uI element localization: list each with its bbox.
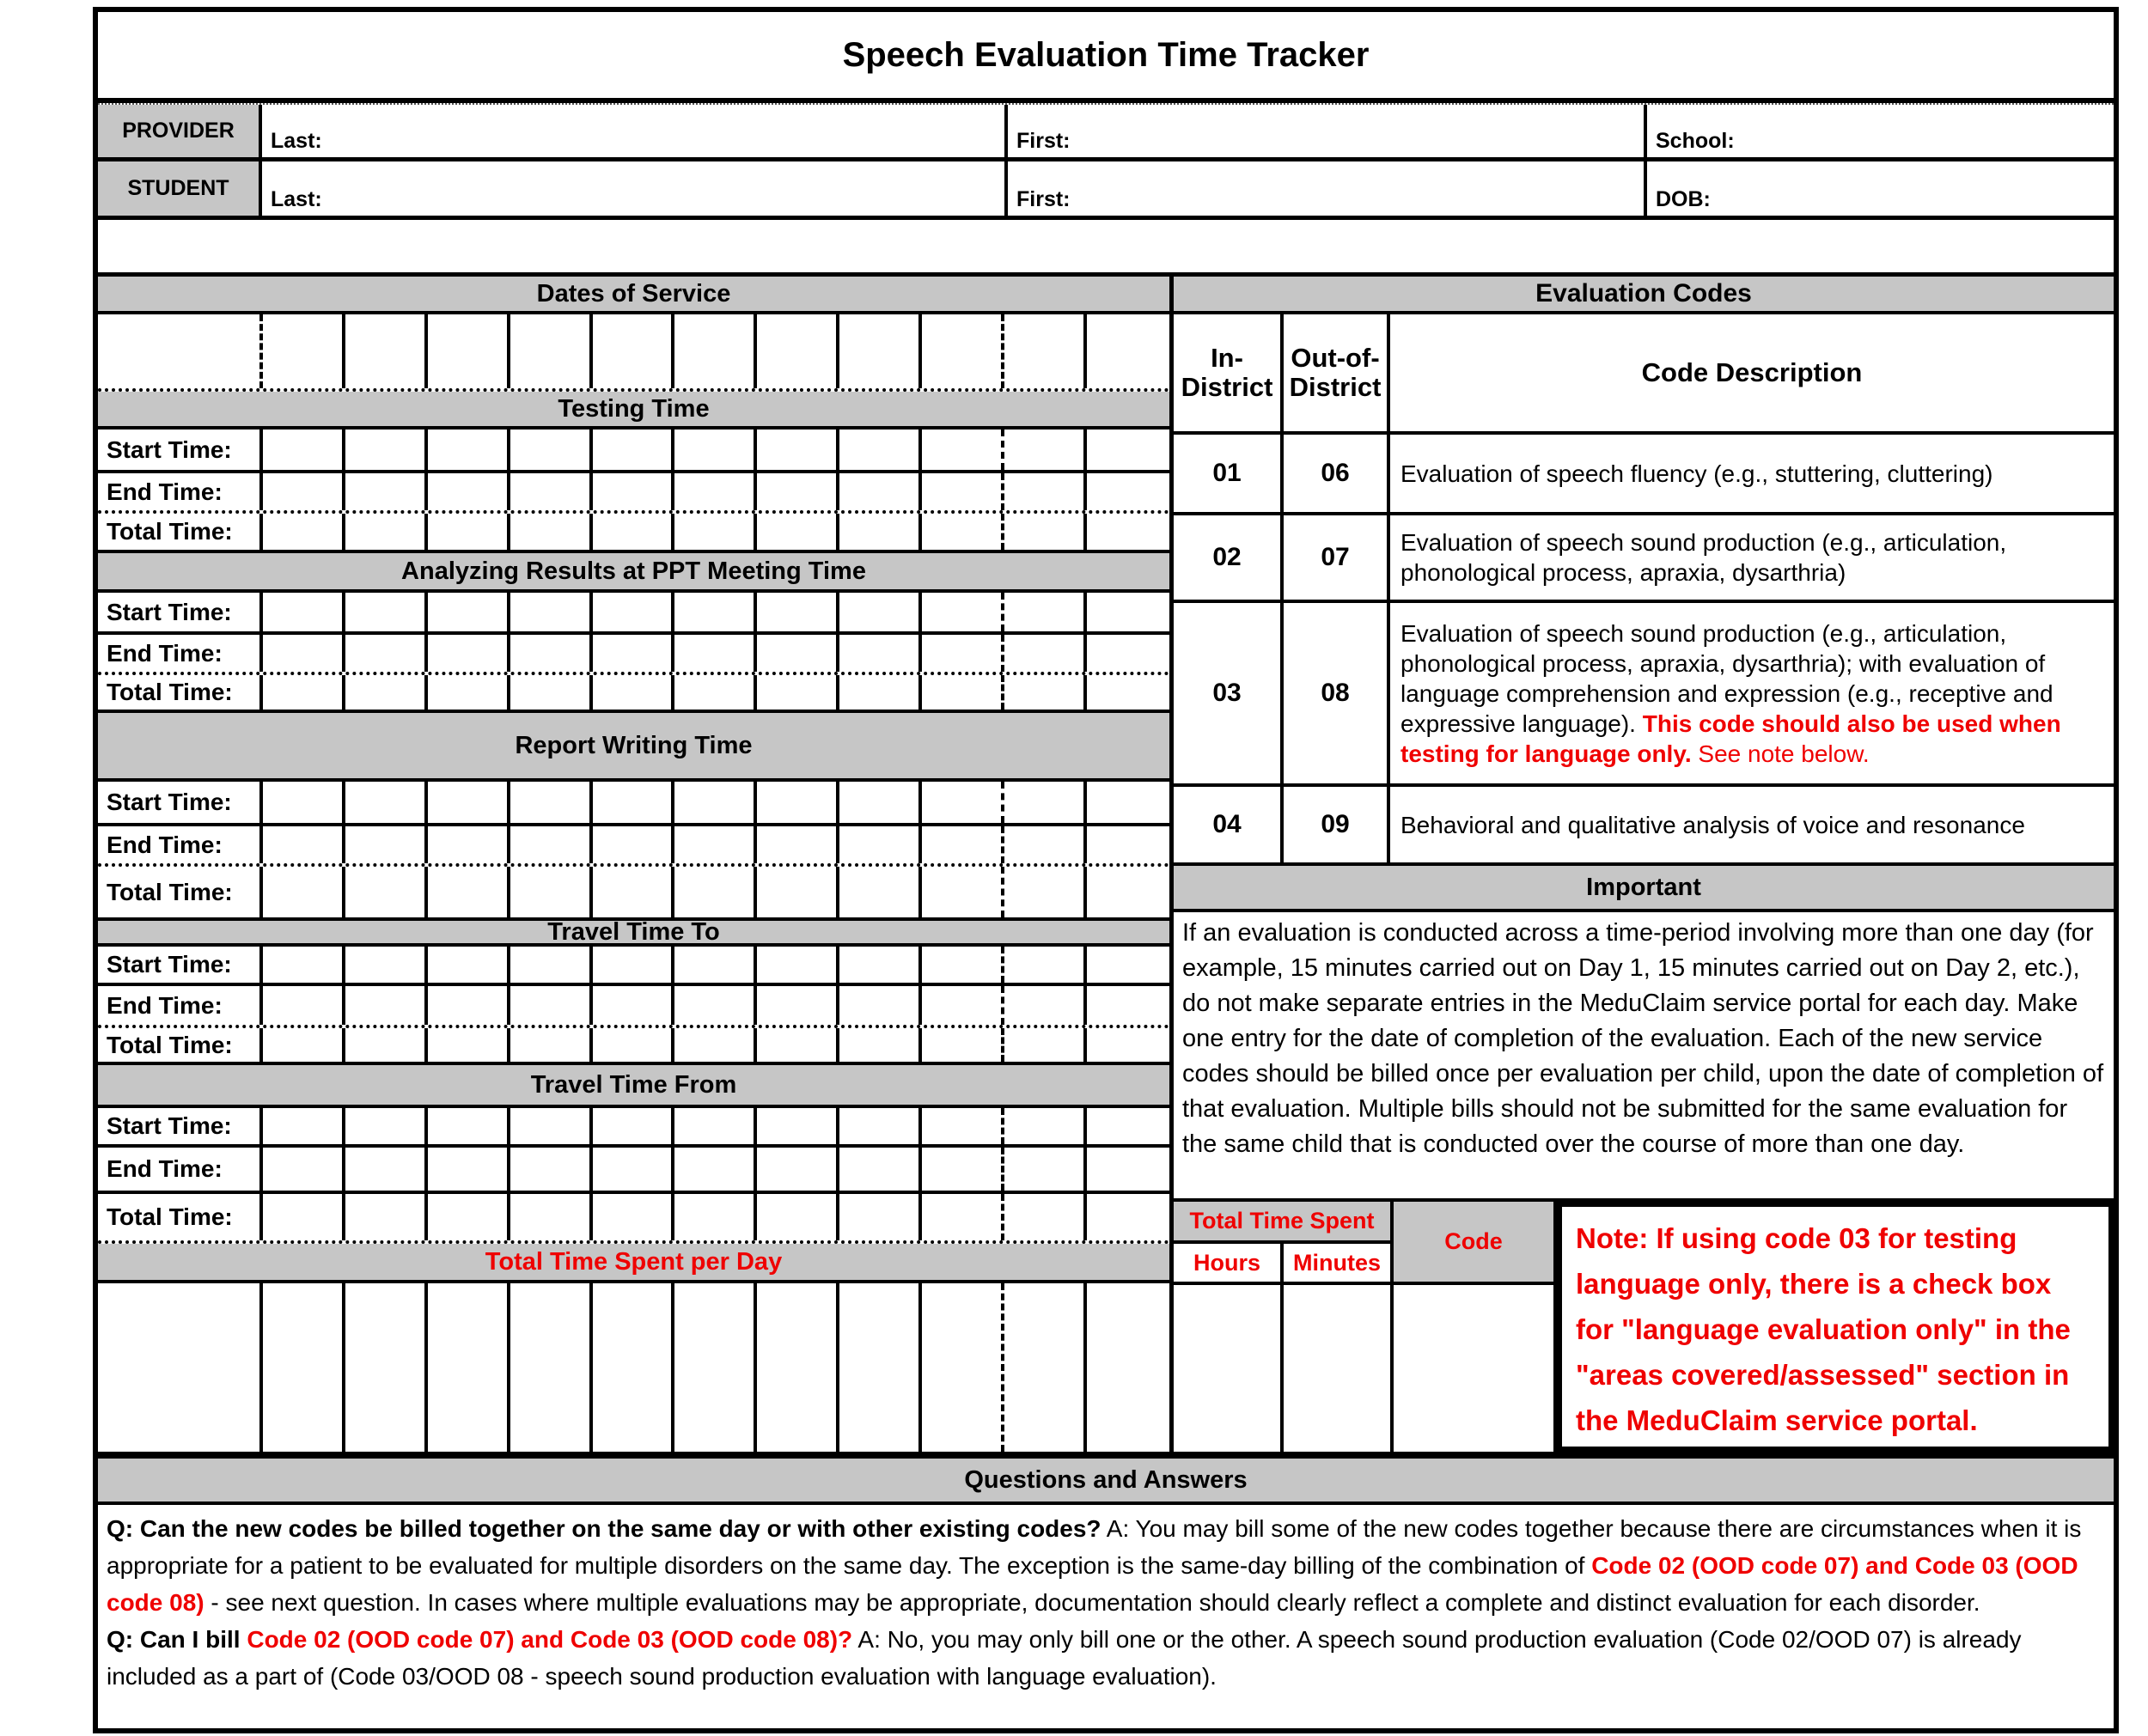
code-description-text: Evaluation of speech sound production (e.g., articulation, phonological process, apraxia, dysarthria); with evaluation of language comprehension and expression (e.g., receptive and expressive language). This code should also be used when testing for language only. See note below. [1400, 619, 2061, 767]
analyzing-total-row [98, 675, 1169, 713]
day-cell[interactable] [757, 782, 839, 823]
day-cell[interactable] [263, 314, 345, 388]
out-of-district-code: 06 [1284, 435, 1390, 512]
day-cell[interactable] [757, 514, 839, 550]
row-label: End Time: [98, 473, 263, 510]
day-cell[interactable] [757, 986, 839, 1025]
analyzing-start-row [98, 593, 1169, 635]
report-total-row [98, 867, 1169, 921]
row-label: Start Time: [98, 1108, 263, 1144]
day-cell[interactable] [428, 1028, 510, 1062]
student-dob-field[interactable]: DOB: [1656, 187, 1711, 211]
student-row [98, 161, 2114, 220]
day-cell[interactable] [510, 947, 593, 983]
day-cell[interactable] [510, 826, 593, 863]
day-cell[interactable] [1004, 429, 1087, 470]
day-cell[interactable] [345, 947, 428, 983]
day-cell[interactable] [428, 473, 510, 510]
day-cell[interactable] [345, 473, 428, 510]
day-cell[interactable] [345, 429, 428, 470]
day-cell[interactable] [345, 675, 428, 710]
total-time-spent-columns [1174, 1202, 1394, 1452]
day-cell[interactable] [593, 986, 675, 1025]
code-description [1390, 603, 2114, 783]
main-area [98, 277, 2114, 1452]
out-of-district-code: 09 [1284, 787, 1390, 862]
total-time-spent-header: Total Time Spent [1174, 1202, 1394, 1244]
day-cell[interactable] [1087, 1108, 1169, 1144]
day-cell[interactable] [510, 986, 593, 1025]
code-description [1390, 787, 2114, 862]
col-header-code-description: Code Description [1641, 357, 1863, 387]
day-cell[interactable] [1004, 1283, 1087, 1452]
day-cell[interactable] [510, 782, 593, 823]
day-cell[interactable] [345, 314, 428, 388]
day-cell[interactable] [345, 635, 428, 672]
day-cell[interactable] [593, 473, 675, 510]
code-description-text: Evaluation of speech fluency (e.g., stuttering, cluttering) [1400, 460, 1993, 487]
day-cell[interactable] [1087, 514, 1169, 550]
in-district-code: 01 [1174, 435, 1284, 512]
day-cell[interactable] [1087, 1194, 1169, 1240]
provider-label: PROVIDER [98, 105, 262, 157]
student-first-field[interactable]: First: [1008, 161, 1647, 216]
day-cell[interactable] [345, 867, 428, 917]
in-district-code: 02 [1174, 515, 1284, 600]
row-label: Total Time: [98, 1028, 263, 1062]
day-cell[interactable] [428, 867, 510, 917]
day-cell[interactable] [263, 514, 345, 550]
student-label: STUDENT [98, 161, 262, 216]
day-cell[interactable] [922, 514, 1004, 550]
day-cell[interactable] [922, 675, 1004, 710]
day-cell[interactable] [593, 1108, 675, 1144]
row-label: Total Time: [98, 867, 263, 917]
hours-header: Hours [1174, 1244, 1284, 1282]
day-cell[interactable] [757, 826, 839, 863]
day-cell[interactable] [839, 1148, 922, 1191]
eval-code-row-01 [1174, 435, 2114, 515]
day-cell[interactable] [1004, 986, 1087, 1025]
day-cell[interactable] [345, 826, 428, 863]
day-cell[interactable] [1087, 675, 1169, 710]
day-cell[interactable] [263, 782, 345, 823]
time-tracking-grid [98, 277, 1174, 1452]
row-label: End Time: [98, 826, 263, 863]
testing-total-row [98, 514, 1169, 553]
day-cell[interactable] [510, 1148, 593, 1191]
day-cell[interactable] [922, 782, 1004, 823]
day-cell[interactable] [428, 782, 510, 823]
day-cell[interactable] [674, 1194, 757, 1240]
day-cell[interactable] [674, 986, 757, 1025]
out-of-district-code: 07 [1284, 515, 1390, 600]
day-cell[interactable] [674, 782, 757, 823]
day-cell[interactable] [674, 314, 757, 388]
code-description-text: Behavioral and qualitative analysis of voice and resonance [1400, 811, 2025, 838]
day-cell[interactable] [674, 826, 757, 863]
day-cell[interactable] [263, 429, 345, 470]
day-cell[interactable] [510, 593, 593, 631]
day-cell[interactable] [428, 593, 510, 631]
day-cell[interactable] [1087, 429, 1169, 470]
in-district-code: 03 [1174, 603, 1284, 783]
code-description [1390, 435, 2114, 512]
day-cell[interactable] [510, 314, 593, 388]
day-cell[interactable] [922, 826, 1004, 863]
day-cell[interactable] [674, 947, 757, 983]
day-cell[interactable] [428, 1283, 510, 1452]
day-cell[interactable] [593, 782, 675, 823]
travel-from-total-row [98, 1194, 1169, 1244]
evaluation-codes-panel [1174, 277, 2114, 1452]
form-sheet [93, 7, 2119, 1733]
day-cell[interactable] [1087, 947, 1169, 983]
day-cell[interactable] [593, 1283, 675, 1452]
row-label: Start Time: [98, 782, 263, 823]
day-cell[interactable] [922, 1283, 1004, 1452]
day-cell[interactable] [839, 473, 922, 510]
important-header: Important [1174, 866, 2114, 912]
day-cell[interactable] [839, 429, 922, 470]
day-cell[interactable] [428, 826, 510, 863]
testing-start-row [98, 429, 1169, 473]
day-cell[interactable] [263, 1108, 345, 1144]
day-cell[interactable] [757, 635, 839, 672]
day-cell[interactable] [922, 1148, 1004, 1191]
day-cell[interactable] [263, 1148, 345, 1191]
day-cell[interactable] [593, 429, 675, 470]
day-cell[interactable] [1004, 1148, 1087, 1191]
row-label: Start Time: [98, 593, 263, 631]
day-cell[interactable] [839, 782, 922, 823]
day-cell[interactable] [510, 1108, 593, 1144]
day-cell[interactable] [510, 1283, 593, 1452]
day-cell[interactable] [757, 1148, 839, 1191]
day-cell[interactable] [674, 675, 757, 710]
day-cell[interactable] [345, 1283, 428, 1452]
day-cell[interactable] [428, 514, 510, 550]
day-cell[interactable] [593, 514, 675, 550]
hours-minutes-header-row [1174, 1244, 1394, 1285]
total-time-per-day-header: Total Time Spent per Day [98, 1244, 1169, 1283]
col-header-in-district: In-District [1174, 314, 1284, 431]
code-entry-cell[interactable] [1394, 1285, 1553, 1452]
day-cell[interactable] [757, 314, 839, 388]
day-cell[interactable] [263, 867, 345, 917]
report-end-row [98, 826, 1169, 867]
day-cell[interactable] [345, 1028, 428, 1062]
code-description [1390, 515, 2114, 600]
row-label: Start Time: [98, 429, 263, 470]
day-cell[interactable] [674, 635, 757, 672]
row-label: Total Time: [98, 1194, 263, 1240]
provider-row [98, 103, 2114, 161]
day-cell[interactable] [1004, 947, 1087, 983]
day-cell[interactable] [922, 1194, 1004, 1240]
total-row-label-blank [98, 1283, 263, 1452]
day-cell[interactable] [593, 1148, 675, 1191]
eval-code-row-04 [1174, 787, 2114, 866]
day-cell[interactable] [1004, 867, 1087, 917]
day-cell[interactable] [263, 635, 345, 672]
day-cell[interactable] [263, 1194, 345, 1240]
section-header-report-writing: Report Writing Time [98, 713, 1169, 782]
dates-row [98, 314, 1169, 392]
day-cell[interactable] [1004, 514, 1087, 550]
qa-question-1: Q: Can the new codes be billed together on the same day or with other existing codes? A: You may bill some of the new codes together because there are circumstances when it is appropriate for a patient to be evaluated for multiple disorders on the same day. The exception is the same-day billing of the combination of Code 02 (OOD code 07) and Code 03 (OOD code 08) - see next question. In cases where multiple evaluations may be appropriate, documentation should clearly reflect a complete and distinct evaluation for each disorder. [107, 1515, 2082, 1616]
day-cell[interactable] [345, 986, 428, 1025]
dates-of-service-header: Dates of Service [98, 277, 1169, 314]
day-cell[interactable] [757, 473, 839, 510]
day-cell[interactable] [1004, 826, 1087, 863]
day-cell[interactable] [263, 675, 345, 710]
day-cell[interactable] [674, 1283, 757, 1452]
day-cell[interactable] [428, 314, 510, 388]
eval-code-row-02 [1174, 515, 2114, 603]
day-cell[interactable] [593, 635, 675, 672]
day-cell[interactable] [1004, 1028, 1087, 1062]
day-cell[interactable] [345, 593, 428, 631]
day-cell[interactable] [674, 867, 757, 917]
code-column [1394, 1202, 1557, 1452]
row-label: Total Time: [98, 675, 263, 710]
provider-school-field[interactable]: School: [1656, 129, 1735, 153]
day-cell[interactable] [757, 675, 839, 710]
day-cell[interactable] [1087, 986, 1169, 1025]
day-cell[interactable] [1087, 1283, 1169, 1452]
day-cell[interactable] [428, 675, 510, 710]
day-cell[interactable] [1004, 782, 1087, 823]
important-text: If an evaluation is conducted across a time-period involving more than one day (for example, 15 minutes carried out on Day 1, 15 minutes carried out on Day 2, etc.), do not make separate entries in the MeduClaim service portal for each day. Make one entry for the date of completion of the evaluation. Each of the new service codes should be billed once per evaluation per child, upon the date of completion of that evaluation. Multiple bills should not be submitted for the same evaluation for the same child that is conducted over the course of more than one day. [1174, 912, 2114, 1202]
day-cell[interactable] [263, 593, 345, 631]
student-last-field[interactable]: Last: [262, 161, 1008, 216]
day-cell[interactable] [1087, 867, 1169, 917]
day-cell[interactable] [593, 593, 675, 631]
total-time-per-day-row [98, 1283, 1169, 1452]
travel-from-start-row [98, 1108, 1169, 1148]
evaluation-codes-column-headers [1174, 314, 2114, 435]
day-cell[interactable] [839, 1108, 922, 1144]
section-header-testing-time: Testing Time [98, 392, 1169, 429]
day-cell[interactable] [757, 593, 839, 631]
day-cell[interactable] [263, 1028, 345, 1062]
section-header-analyzing-results: Analyzing Results at PPT Meeting Time [98, 553, 1169, 593]
day-cell[interactable] [1087, 1148, 1169, 1191]
day-cell[interactable] [593, 675, 675, 710]
day-cell[interactable] [1004, 675, 1087, 710]
row-label: End Time: [98, 635, 263, 672]
travel-from-end-row [98, 1148, 1169, 1194]
day-cell[interactable] [839, 947, 922, 983]
day-cell[interactable] [510, 675, 593, 710]
day-cell[interactable] [922, 986, 1004, 1025]
day-cell[interactable] [1087, 635, 1169, 672]
day-cell[interactable] [922, 867, 1004, 917]
hours-entry-cell[interactable] [1174, 1285, 1284, 1452]
row-label: End Time: [98, 986, 263, 1025]
day-cell[interactable] [263, 947, 345, 983]
questions-answers-header: Questions and Answers [98, 1452, 2114, 1505]
day-cell[interactable] [839, 826, 922, 863]
day-cell[interactable] [428, 635, 510, 672]
day-cell[interactable] [1004, 314, 1087, 388]
day-cell[interactable] [757, 1108, 839, 1144]
day-cell[interactable] [839, 1283, 922, 1452]
day-cell[interactable] [674, 429, 757, 470]
day-cell[interactable] [839, 314, 922, 388]
evaluation-codes-header: Evaluation Codes [1174, 277, 2114, 314]
row-label: Start Time: [98, 947, 263, 983]
day-cell[interactable] [428, 429, 510, 470]
day-cell[interactable] [839, 986, 922, 1025]
day-cell[interactable] [1087, 782, 1169, 823]
col-header-out-of-district: Out-of-District [1284, 314, 1390, 431]
provider-first-field[interactable]: First: [1008, 105, 1647, 157]
report-start-row [98, 782, 1169, 826]
day-cell[interactable] [593, 314, 675, 388]
day-cell[interactable] [674, 593, 757, 631]
day-cell[interactable] [922, 1108, 1004, 1144]
day-cell[interactable] [1004, 1194, 1087, 1240]
out-of-district-code: 08 [1284, 603, 1390, 783]
day-cell[interactable] [674, 473, 757, 510]
section-header-travel-time-to: Travel Time To [98, 921, 1169, 947]
in-district-code: 04 [1174, 787, 1284, 862]
spacer-strip [98, 220, 2114, 277]
day-cell[interactable] [428, 1108, 510, 1144]
day-cell[interactable] [510, 1028, 593, 1062]
day-cell[interactable] [1087, 1028, 1169, 1062]
travel-to-total-row [98, 1028, 1169, 1065]
day-cell[interactable] [922, 635, 1004, 672]
day-cell[interactable] [345, 1108, 428, 1144]
testing-end-row [98, 473, 1169, 514]
questions-answers-text [98, 1505, 2114, 1728]
day-cell[interactable] [263, 473, 345, 510]
provider-last-field[interactable]: Last: [262, 105, 1008, 157]
day-cell[interactable] [757, 947, 839, 983]
day-cell[interactable] [345, 1148, 428, 1191]
day-cell[interactable] [593, 947, 675, 983]
day-cell[interactable] [1087, 593, 1169, 631]
day-cell[interactable] [839, 635, 922, 672]
day-cell[interactable] [593, 1028, 675, 1062]
day-cell[interactable] [757, 429, 839, 470]
day-cell[interactable] [757, 1028, 839, 1062]
day-cell[interactable] [593, 1194, 675, 1240]
day-cell[interactable] [263, 1283, 345, 1452]
day-cell[interactable] [510, 514, 593, 550]
day-cell[interactable] [839, 1194, 922, 1240]
row-label: Total Time: [98, 514, 263, 550]
hours-minutes-entry-row [1174, 1285, 1394, 1452]
day-cell[interactable] [1004, 635, 1087, 672]
row-label: End Time: [98, 1148, 263, 1191]
day-cell[interactable] [922, 1028, 1004, 1062]
day-cell[interactable] [922, 473, 1004, 510]
day-cell[interactable] [1004, 593, 1087, 631]
day-cell[interactable] [510, 635, 593, 672]
day-cell[interactable] [1004, 1108, 1087, 1144]
day-cell[interactable] [1087, 826, 1169, 863]
day-cell[interactable] [839, 867, 922, 917]
minutes-entry-cell[interactable] [1284, 1285, 1394, 1452]
language-only-note: Note: If using code 03 for testing language only, there is a check box for "language evaluation only" in the "areas covered/assessed" section in the MeduClaim service portal. [1557, 1202, 2114, 1452]
day-cell[interactable] [345, 782, 428, 823]
day-cell[interactable] [757, 1283, 839, 1452]
day-cell[interactable] [428, 1148, 510, 1191]
day-cell[interactable] [839, 514, 922, 550]
day-cell[interactable] [428, 986, 510, 1025]
code-header: Code [1394, 1202, 1553, 1285]
day-cell[interactable] [1087, 473, 1169, 510]
day-cell[interactable] [757, 1194, 839, 1240]
day-cell[interactable] [510, 429, 593, 470]
day-cell[interactable] [345, 514, 428, 550]
day-cell[interactable] [510, 867, 593, 917]
day-cell[interactable] [922, 314, 1004, 388]
code-description-text: Evaluation of speech sound production (e.g., articulation, phonological process, apraxia, dysarthria) [1400, 529, 2007, 586]
day-cell[interactable] [839, 675, 922, 710]
day-cell[interactable] [1087, 314, 1169, 388]
day-cell[interactable] [510, 473, 593, 510]
day-cell[interactable] [263, 826, 345, 863]
dates-row-label-blank [98, 314, 263, 388]
day-cell[interactable] [839, 593, 922, 631]
eval-code-row-03 [1174, 603, 2114, 787]
day-cell[interactable] [922, 593, 1004, 631]
day-cell[interactable] [922, 947, 1004, 983]
totals-block [1174, 1202, 2114, 1452]
analyzing-end-row [98, 635, 1169, 675]
day-cell[interactable] [510, 1194, 593, 1240]
qa-question-2: Q: Can I bill Code 02 (OOD code 07) and Code 03 (OOD code 08)? A: No, you may only bill one or the other. A speech sound production evaluation (Code 02/OOD 07) is already included as a part of (Code 03/OOD 08 - speech sound production evaluation with language evaluation). [107, 1626, 2022, 1690]
travel-to-end-row [98, 986, 1169, 1028]
day-cell[interactable] [593, 867, 675, 917]
day-cell[interactable] [1004, 473, 1087, 510]
day-cell[interactable] [345, 1194, 428, 1240]
day-cell[interactable] [593, 826, 675, 863]
day-cell[interactable] [263, 986, 345, 1025]
day-cell[interactable] [674, 1148, 757, 1191]
travel-to-start-row [98, 947, 1169, 986]
day-cell[interactable] [674, 514, 757, 550]
day-cell[interactable] [839, 1028, 922, 1062]
section-header-travel-time-from: Travel Time From [98, 1065, 1169, 1108]
day-cell[interactable] [428, 947, 510, 983]
page-title: Speech Evaluation Time Tracker [98, 12, 2114, 103]
day-cell[interactable] [674, 1108, 757, 1144]
day-cell[interactable] [757, 867, 839, 917]
minutes-header: Minutes [1284, 1244, 1394, 1282]
day-cell[interactable] [428, 1194, 510, 1240]
day-cell[interactable] [922, 429, 1004, 470]
day-cell[interactable] [674, 1028, 757, 1062]
